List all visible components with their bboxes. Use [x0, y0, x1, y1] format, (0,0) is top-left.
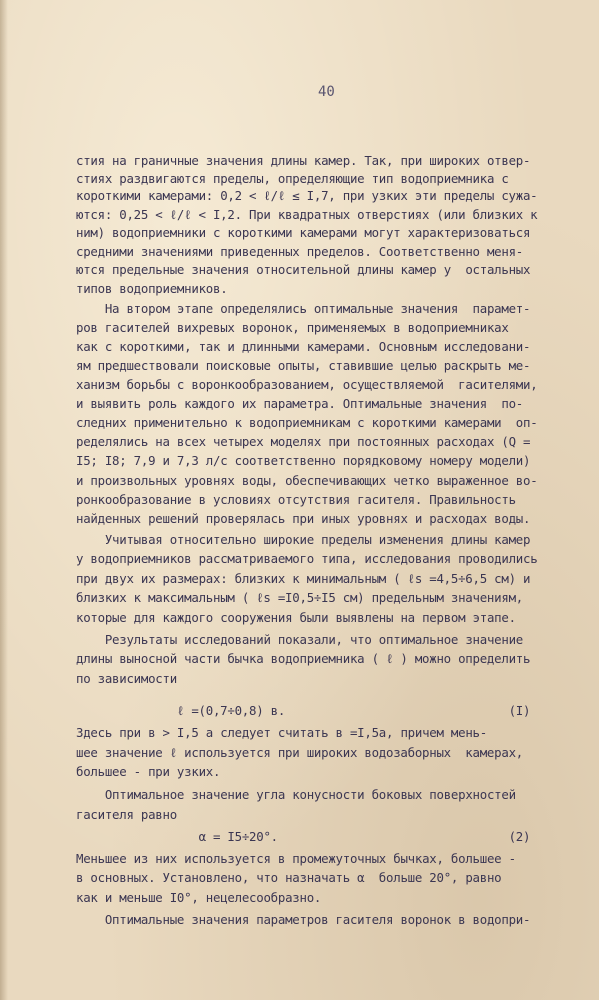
text-line: стия на граничные значения длины камер. Так, при широких отвер- — [76, 153, 531, 168]
text-line: у водоприемников рассматриваемого типа, исследования проводились — [76, 551, 538, 566]
text-line: ются: 0,25 < ℓ/ℓ < I,2. При квадратных отверстиях (или близких к — [76, 207, 538, 222]
text-line: На втором этапе определялись оптимальные значения парамет- — [76, 301, 531, 316]
text-line: по зависимости — [76, 671, 177, 686]
text-line: шее значение ℓ используется при широких водозаборных камерах, — [76, 745, 523, 760]
text-line: как с короткими, так и длинными камерами. Основным исследовани- — [76, 339, 531, 354]
text-line: ределялись на всех четырех моделях при постоянных расходах (Q = — [76, 434, 531, 449]
text-line: Меньшее из них используется в промежуточных бычках, большее - — [76, 851, 516, 866]
formula-line-2: α = I5÷20°. (2) — [76, 829, 531, 844]
text-line: I5; I8; 7,9 и 7,3 л/с соответственно порядковому номеру модели) — [76, 453, 531, 468]
text-line: типов водоприемников. — [76, 281, 228, 296]
text-line: Результаты исследований показали, что оптимальное значение — [76, 632, 524, 647]
text-line: найденных решений проверялась при иных уровнях и расходах воды. — [76, 511, 531, 526]
text-line: Учитывая относительно широкие пределы изменения длины камер — [76, 532, 531, 547]
text-line: ров гасителей вихревых воронок, применяемых в водоприемниках — [76, 320, 509, 335]
text-line: короткими камерами: 0,2 < ℓ/ℓ ≤ I,7, при узких эти пределы сужа- — [76, 188, 538, 203]
formula-line-1: ℓ =(0,7÷0,8) в. (I) — [76, 703, 531, 718]
text-line: и выявить роль каждого их параметра. Оптимальные значения по- — [76, 396, 524, 411]
page-number: 40 — [318, 84, 335, 100]
text-line: гасителя равно — [76, 807, 177, 822]
text-line: длины выносной части бычка водоприемника ( ℓ ) можно определить — [76, 651, 531, 666]
text-line: ронкообразование в условиях отсутствия гасителя. Правильность — [76, 492, 516, 507]
text-line: ям предшествовали поисковые опыты, ставившие целью раскрыть ме- — [76, 358, 531, 373]
text-line: как и меньше I0°, нецелесообразно. — [76, 890, 322, 905]
text-line: которые для каждого сооружения были выявлены на первом этапе. — [76, 610, 516, 625]
text-line: Здесь при в > I,5 а следует считать в =I,5а, причем мень- — [76, 725, 487, 740]
text-line: Оптимальные значения параметров гасителя воронок в водопри- — [76, 912, 531, 927]
text-line: большее - при узких. — [76, 764, 221, 779]
text-line: в основных. Установлено, что назначать α больше 20°, равно — [76, 870, 502, 885]
text-line: и произвольных уровнях воды, обеспечивающих четко выраженное во- — [76, 473, 538, 488]
text-line: средними значениями приведенных пределов. Соответственно меня- — [76, 244, 524, 259]
text-line: близких к максимальным ( ℓs =I0,5÷I5 см) предельным значениям, — [76, 590, 523, 605]
page-edge-shadow — [0, 0, 8, 1000]
text-line: при двух их размерах: близких к минимальным ( ℓs =4,5÷6,5 см) и — [76, 571, 531, 586]
text-line: стиях раздвигаются пределы, определяющие тип водоприемника с — [76, 171, 509, 186]
text-line: Оптимальное значение угла конусности боковых поверхностей — [76, 787, 516, 802]
text-line: ются предельные значения относительной длины камер у остальных — [76, 262, 531, 277]
text-line: ним) водоприемники с короткими камерами могут характеризоваться — [76, 225, 531, 240]
text-line: следних применительно к водоприемникам с короткими камерами оп- — [76, 415, 538, 430]
text-line: ханизм борьбы с воронкообразованием, осуществляемой гасителями, — [76, 377, 538, 392]
